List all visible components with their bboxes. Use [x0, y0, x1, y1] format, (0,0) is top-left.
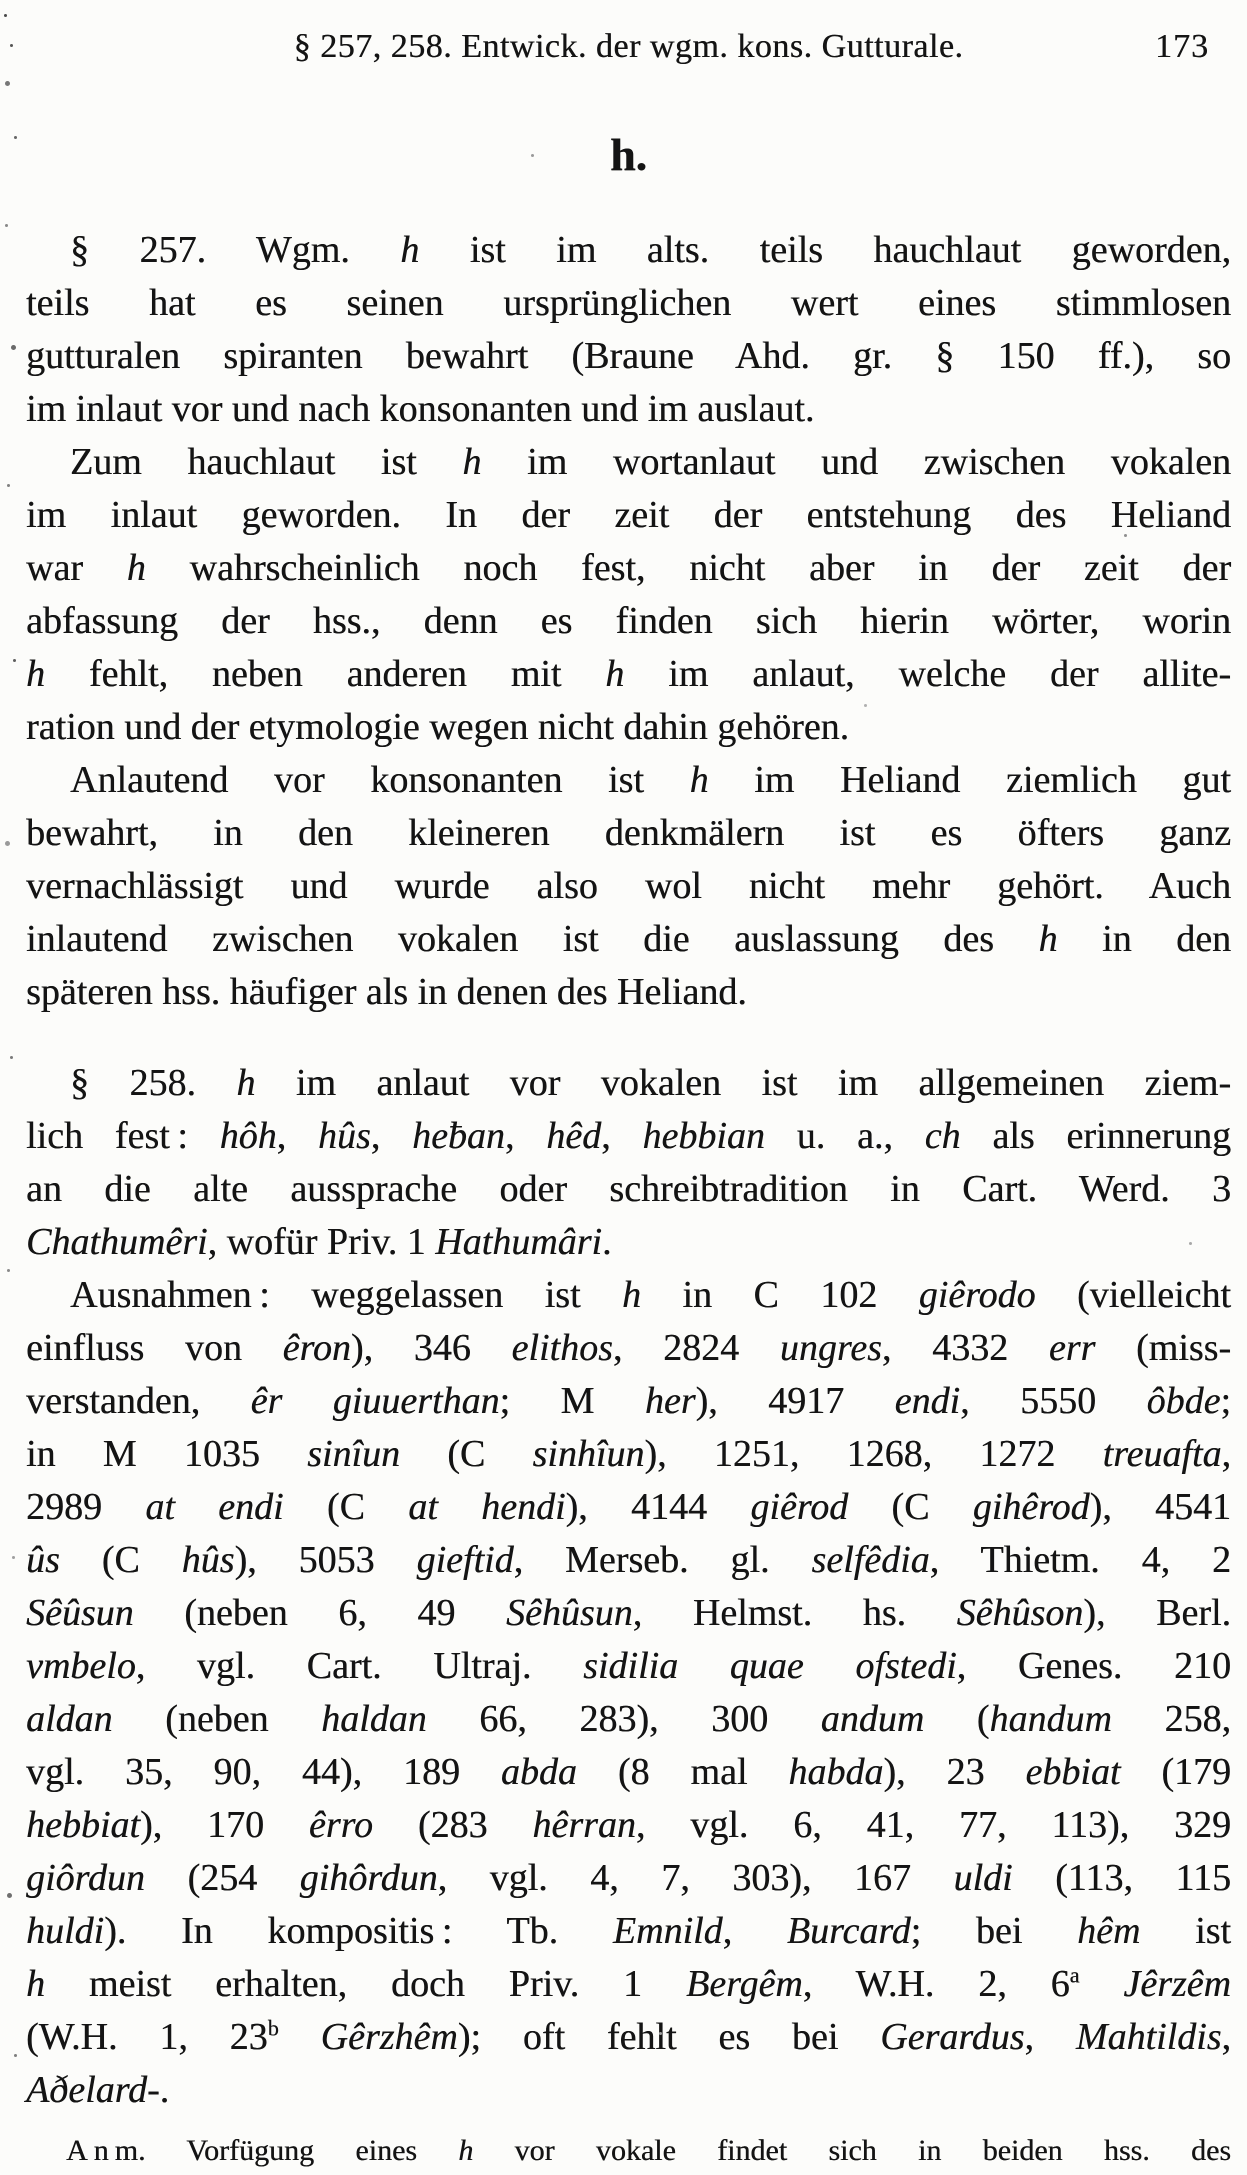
text-line: war h wahrscheinlich noch fest, nicht aber in der zeit der: [26, 547, 1231, 589]
text-line: § 258. h im anlaut vor vokalen ist im allgemeinen ziem-: [70, 1062, 1231, 1104]
text-line: an die alte aussprache oder schreibtradition in Cart. Werd. 3: [26, 1168, 1231, 1210]
text-line: Anlautend vor konsonanten ist h im Heliand ziemlich gut: [70, 759, 1231, 801]
scan-noise-speckles: [4, 14, 7, 17]
text-line: aldan (neben haldan 66, 283), 300 andum (handum 258,: [26, 1698, 1232, 1740]
text-line: vgl. 35, 90, 44), 189 abda (8 mal habda), 23 ebbiat (179: [26, 1751, 1232, 1793]
text-line: Sêûsun (neben 6, 49 Sêhûsun, Helmst. hs. Sêhûson), Berl.: [26, 1592, 1231, 1634]
par-258-2: [26, 1269, 1231, 2117]
text-line: im inlaut vor und nach konsonanten und im auslaut.: [26, 388, 815, 430]
header-title: § 257, 258. Entwick. der wgm. kons. Gutturale.: [293, 28, 964, 65]
text-line: huldi). In kompositis : Tb. Emnild, Burcard; bei hêm ist: [26, 1910, 1232, 1952]
text-line: Aðelard-.: [26, 2069, 170, 2111]
running-header: [26, 0, 1231, 68]
text-line: verstanden, êr giuuerthan; M her), 4917 endi, 5550 ôbde;: [26, 1380, 1231, 1422]
text-line: späteren hss. häufiger als in denen des Heliand.: [26, 971, 747, 1013]
par-257-2: [26, 436, 1231, 754]
page-number: 173: [1155, 28, 1209, 65]
text-line: 2989 at endi (C at hendi), 4144 giêrod (C gihêrod), 4541: [26, 1486, 1232, 1528]
par-257-1: [26, 224, 1231, 436]
text-line: h meist erhalten, doch Priv. 1 Bergêm, W.H. 2, 6$^a$ Jêrzêm: [26, 1962, 1231, 2005]
text-line: inlautend zwischen vokalen ist die auslassung des h in den: [26, 918, 1232, 960]
text-line: h fehlt, neben anderen mit h im anlaut, welche der allite-: [26, 653, 1231, 695]
par-258-1: [26, 1057, 1231, 1269]
text-line: A n m. Vorfügung eines h vor vokale findet sich in beiden hss. des: [66, 2134, 1231, 2167]
text-line: teils hat es seinen ursprünglichen wert eines stimmlosen: [26, 282, 1231, 324]
text-line: Zum hauchlaut ist h im wortanlaut und zwischen vokalen: [70, 441, 1232, 483]
text-line: im inlaut geworden. In der zeit der entstehung des Heliand: [26, 494, 1231, 536]
text-line: Chathumêri, wofür Priv. 1 Hathumâri.: [26, 1221, 612, 1263]
par-anm: [26, 2131, 1231, 2171]
text-line: ûs (C hûs), 5053 gieftid, Merseb. gl. selfêdia, Thietm. 4, 2: [26, 1539, 1232, 1581]
text-line: Ausnahmen : weggelassen ist h in C 102 giêrodo (vielleicht: [70, 1274, 1231, 1316]
text-line: vmbelo, vgl. Cart. Ultraj. sidilia quae ofstedi, Genes. 210: [26, 1645, 1231, 1687]
section-heading: h.: [609, 129, 648, 180]
text-body: [26, 224, 1231, 2171]
par-257-3: [26, 754, 1231, 1019]
text-line: vernachlässigt und wurde also wol nicht mehr gehört. Auch: [26, 865, 1231, 907]
text-line: gutturalen spiranten bewahrt (Braune Ahd. gr. § 150 ff.), so: [26, 335, 1231, 377]
text-line: ration und der etymologie wegen nicht dahin gehören.: [26, 706, 850, 748]
text-line: bewahrt, in den kleineren denkmälern ist es öfters ganz: [26, 812, 1231, 854]
text-line: in M 1035 sinîun (C sinhîun), 1251, 1268, 1272 treuafta,: [26, 1433, 1231, 1475]
text-line: § 257. Wgm. h ist im alts. teils hauchlaut geworden,: [70, 229, 1231, 271]
text-line: giôrdun (254 gihôrdun, vgl. 4, 7, 303), 167 uldi (113, 115: [26, 1857, 1231, 1899]
text-line: hebbiat), 170 êrro (283 hêrran, vgl. 6, 41, 77, 113), 329: [26, 1804, 1231, 1846]
text-line: lich fest : hôh, hûs, heƀan, hêd, hebbian u. a., ch als erinnerung: [26, 1115, 1231, 1157]
text-line: einfluss von êron), 346 elithos, 2824 ungres, 4332 err (miss-: [26, 1327, 1232, 1369]
text-line: (W.H. 1, 23$^b$ Gêrzhêm); oft fehlt es bei Gerardus, Mahtildis,: [26, 2015, 1231, 2058]
text-line: abfassung der hss., denn es finden sich hierin wörter, worin: [26, 600, 1231, 642]
